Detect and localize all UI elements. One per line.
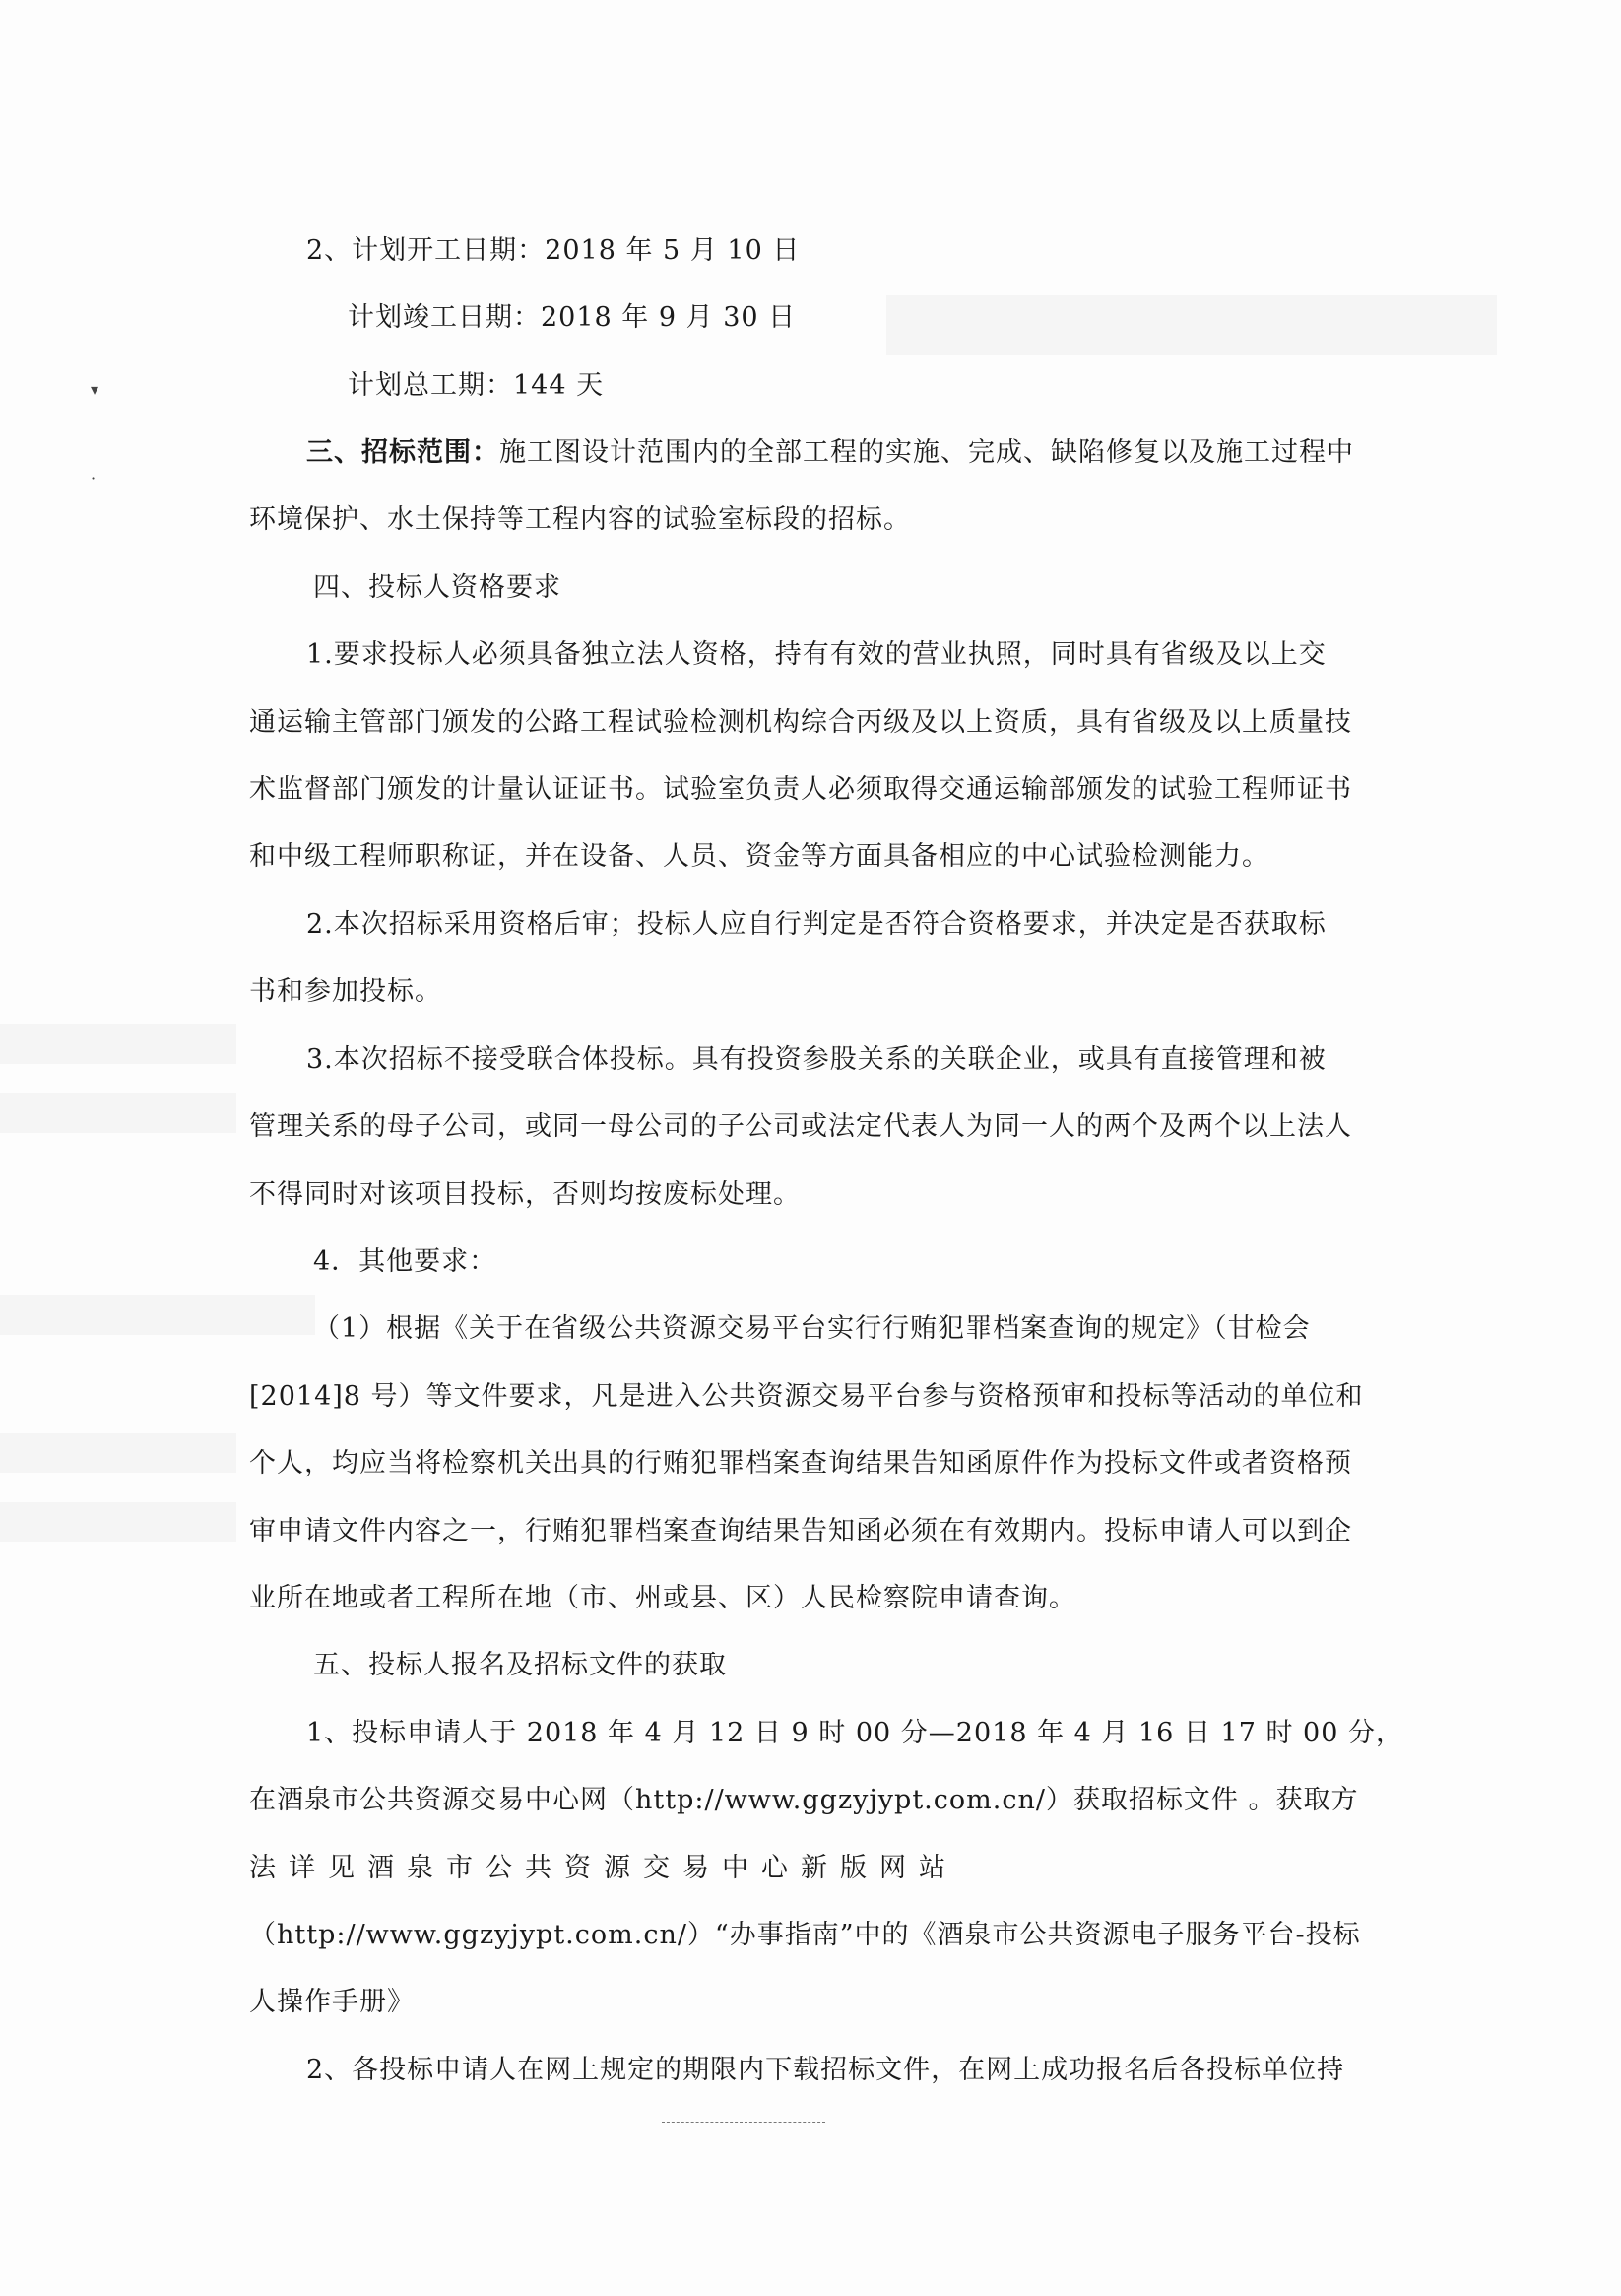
qualification-2-line-2: 书和参加投标。 <box>249 976 442 1007</box>
scan-noise <box>0 1433 236 1473</box>
section-heading-tender-scope: 三、招标范围： <box>306 437 499 468</box>
other-req-line-2: [2014]8 号）等文件要求，凡是进入公共资源交易平台参与资格预审和投标等活动的单位和 <box>249 1381 1364 1411</box>
qualification-1-line-3: 术监督部门颁发的计量认证证书。试验室负责人必须取得交通运输部颁发的试验工程师证书 <box>249 774 1352 805</box>
registration-1-line-5: 人操作手册》 <box>249 1987 415 2017</box>
scan-noise <box>0 1024 236 1064</box>
qualification-2-line-1: 2.本次招标采用资格后审；投标人应自行判定是否符合资格要求，并决定是否获取标 <box>306 909 1327 940</box>
planned-duration: 计划总工期：144 天 <box>348 370 605 401</box>
registration-1-line-3: 法详见酒泉市公共资源交易中心新版网站 <box>249 1853 958 1883</box>
qualification-3-line-1: 3.本次招标不接受联合体投标。具有投资参股关系的关联企业，或具有直接管理和被 <box>306 1044 1327 1075</box>
scan-mark: ▾ <box>91 380 99 399</box>
other-req-line-4: 审申请文件内容之一，行贿犯罪档案查询结果告知函必须在有效期内。投标申请人可以到企 <box>249 1516 1352 1546</box>
qualification-4-heading: 4．其他要求： <box>313 1246 497 1277</box>
other-req-line-3: 个人，均应当将检察机关出具的行贿犯罪档案查询结果告知函原件作为投标文件或者资格预 <box>249 1448 1352 1478</box>
section-heading-registration: 五、投标人报名及招标文件的获取 <box>313 1650 727 1680</box>
tender-scope-text: 施工图设计范围内的全部工程的实施、完成、缺陷修复以及施工过程中 <box>499 437 1354 468</box>
scan-noise <box>0 1295 315 1335</box>
qualification-1-line-1: 1.要求投标人必须具备独立法人资格，持有有效的营业执照，同时具有省级及以上交 <box>306 639 1327 670</box>
section-3-line-1 <box>306 436 1354 470</box>
scan-noise <box>886 295 1497 355</box>
registration-1-line-1: 1、投标申请人于 2018 年 4 月 12 日 9 时 00 分—2018 年 4 月 16 日 17 时 00 分， <box>306 1718 1403 1748</box>
qualification-1-line-4: 和中级工程师职称证，并在设备、人员、资金等方面具备相应的中心试验检测能力。 <box>249 841 1269 872</box>
scan-mark: · <box>91 469 97 488</box>
qualification-3-line-3: 不得同时对该项目投标，否则均按废标处理。 <box>249 1179 801 1210</box>
other-req-line-5: 业所在地或者工程所在地（市、州或县、区）人民检察院申请查询。 <box>249 1583 1076 1613</box>
qualification-3-line-2: 管理关系的母子公司，或同一母公司的子公司或法定代表人为同一人的两个及两个以上法人 <box>249 1111 1352 1142</box>
section-heading-bidder-qualification: 四、投标人资格要求 <box>313 572 561 603</box>
planned-end-date: 计划竣工日期：2018 年 9 月 30 日 <box>348 302 797 333</box>
qualification-1-line-2: 通运输主管部门颁发的公路工程试验检测机构综合丙级及以上资质，具有省级及以上质量技 <box>249 707 1352 738</box>
scan-noise <box>0 1093 236 1133</box>
scan-noise <box>0 1502 236 1542</box>
footer-rule <box>662 2122 825 2123</box>
registration-1-line-4: （http://www.ggzyjypt.com.cn/）“办事指南”中的《酒泉市公共资源电子服务平台-投标 <box>249 1920 1361 1950</box>
other-req-line-1: （1）根据《关于在省级公共资源交易平台实行行贿犯罪档案查询的规定》（甘检会 <box>313 1313 1311 1344</box>
section-3-line-2: 环境保护、水土保持等工程内容的试验室标段的招标。 <box>249 504 911 535</box>
registration-1-line-2: 在酒泉市公共资源交易中心网（http://www.ggzyjypt.com.cn/）获取招标文件 。获取方 <box>249 1785 1359 1815</box>
registration-2-line-1: 2、各投标申请人在网上规定的期限内下载招标文件，在网上成功报名后各投标单位持 <box>306 2055 1345 2085</box>
planned-start-date: 2、计划开工日期：2018 年 5 月 10 日 <box>306 235 801 266</box>
